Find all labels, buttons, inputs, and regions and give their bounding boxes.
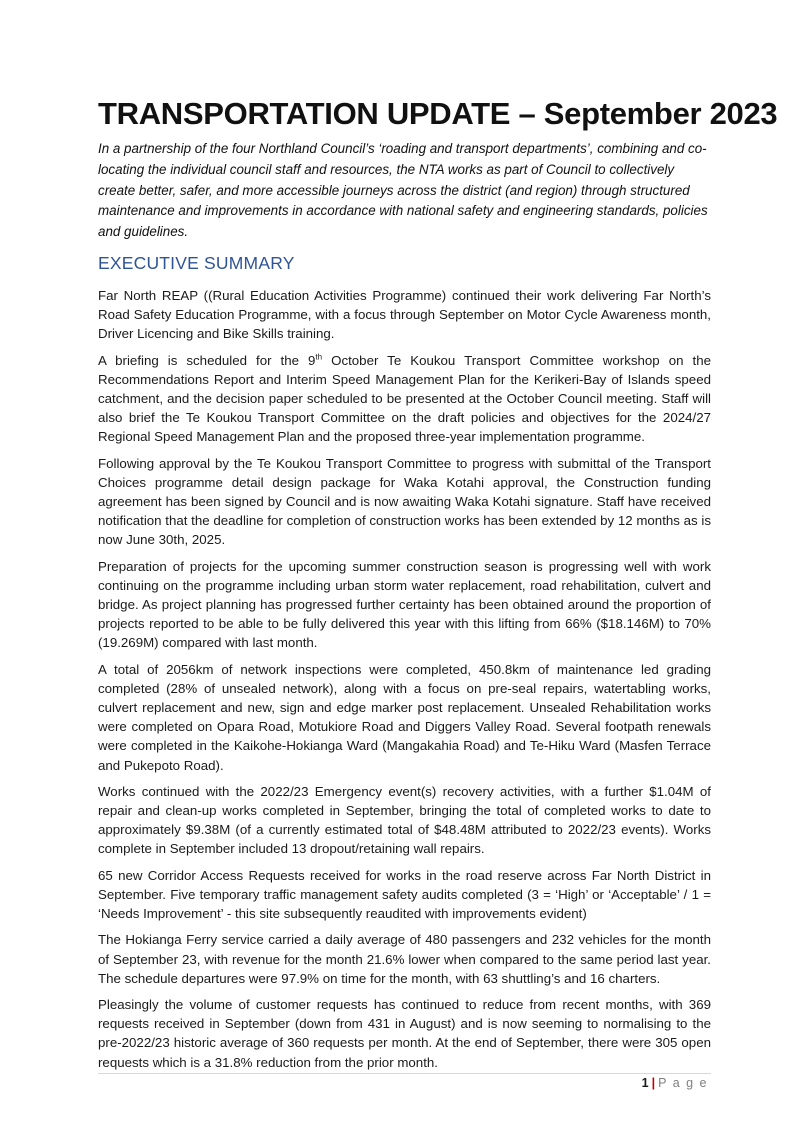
paragraph-speed-management-briefing <box>98 351 711 447</box>
page-title: TRANSPORTATION UPDATE – September 2023 <box>98 96 778 131</box>
paragraph-network-inspections: A total of 2056km of network inspections were completed, 450.8km of maintenance led grading completed (28% of unsealed network), along with a focus on pre-seal repairs, watertabling works, culvert replacement and new, sign and edge marker post replacement. Unsealed Rehabilitation works were completed on Opara Road, Motukiore Road and Diggers Valley Road. Several footpath renewals were completed in the Kaikohe-Hokianga Ward (Mangakahia Road) and Te-Hiku Ward (Masfen Terrace and Pukepoto Road). <box>98 661 711 773</box>
paragraph-construction-season: Preparation of projects for the upcoming summer construction season is progressing well with work continuing on the programme including urban storm water replacement, road rehabilitation, culvert and bridge. As project planning has progressed further certainty has been obtained around the proportion of projects reported to be able to be fully delivered this year with this lifting from 66% ($18.146M) to 70% (19.269M) compared with last month. <box>98 558 711 651</box>
paragraph-emergency-recovery: Works continued with the 2022/23 Emergency event(s) recovery activities, with a further $1.04M of repair and clean-up works completed in September, bringing the total of completed works to date to approximately $9.38M (of a currently estimated total of $48.48M attributed to 2022/23 events). Works complete in September included 13 dropout/retaining wall repairs. <box>98 783 711 857</box>
paragraph-road-safety-education: Far North REAP ((Rural Education Activities Programme) continued their work delivering Far North’s Road Safety Education Programme, with a focus through September on Motor Cycle Awareness month, Driver Licencing and Bike Skills training. <box>98 288 711 342</box>
ordinal-superscript: th <box>315 352 323 362</box>
executive-summary-body <box>98 286 711 1079</box>
footer-separator: | <box>651 1076 656 1090</box>
intro-paragraph: In a partnership of the four Northland Council’s ‘roading and transport departments’, combining and co-locating the individual council staff and resources, the NTA works as part of Council to collectively create better, safer, and more accessible journeys across the district (and region) through structured maintenance and improvements in accordance with national safety and engineering standards, policies and guidelines. <box>98 141 708 240</box>
paragraph-speed-text-start: A briefing is scheduled for the 9 <box>98 352 316 368</box>
paragraph-customer-requests: Pleasingly the volume of customer requests has continued to reduce from recent months, with 369 requests received in September (down from 431 in August) and is now seeming to normalising to the pre-2022/23 historic average of 360 requests per month. At the end of September, there were 305 open requests which is a 31.8% reduction from the prior month. <box>98 996 711 1070</box>
section-heading-executive-summary: EXECUTIVE SUMMARY <box>98 253 295 273</box>
page-footer <box>642 1076 708 1090</box>
paragraph-transport-choices: Following approval by the Te Koukou Transport Committee to progress with submittal of the Transport Choices programme detail design package for Waka Kotahi approval, the Construction funding agreement has been signed by Council and is now awaiting Waka Kotahi signature. Staff have received notification that the deadline for completion of construction works has been extended by 12 months as is now June 30th, 2025. <box>98 455 711 548</box>
paragraph-hokianga-ferry: The Hokianga Ferry service carried a daily average of 480 passengers and 232 vehicles for the month of September 23, with revenue for the month 21.6% lower when compared to the same period last year. The schedule departures were 97.9% on time for the month, with 63 shuttling’s and 16 charters. <box>98 932 711 986</box>
page-number: 1 <box>641 1076 649 1090</box>
footer-divider <box>98 1073 711 1074</box>
paragraph-corridor-access: 65 new Corridor Access Requests received for works in the road reserve across Far North District in September. Five temporary traffic management safety audits completed (3 = ‘High’ or ‘Acceptable’ / 1 = ‘Needs Improvement’ - this site subsequently reaudited with improvements evident) <box>98 867 711 922</box>
paragraph-speed-text-end: October Te Koukou Transport Committee workshop on the Recommendations Report and Interim Speed Management Plan for the Kerikeri-Bay of Islands speed catchment, and the decision paper scheduled to be presented at the October Council meeting. Staff will also brief the Te Koukou Transport Committee on the draft policies and objectives for the 2024/27 Regional Speed Management Plan and the proposed three-year implementation programme. <box>98 352 711 445</box>
page-label: P a g e <box>658 1076 708 1090</box>
